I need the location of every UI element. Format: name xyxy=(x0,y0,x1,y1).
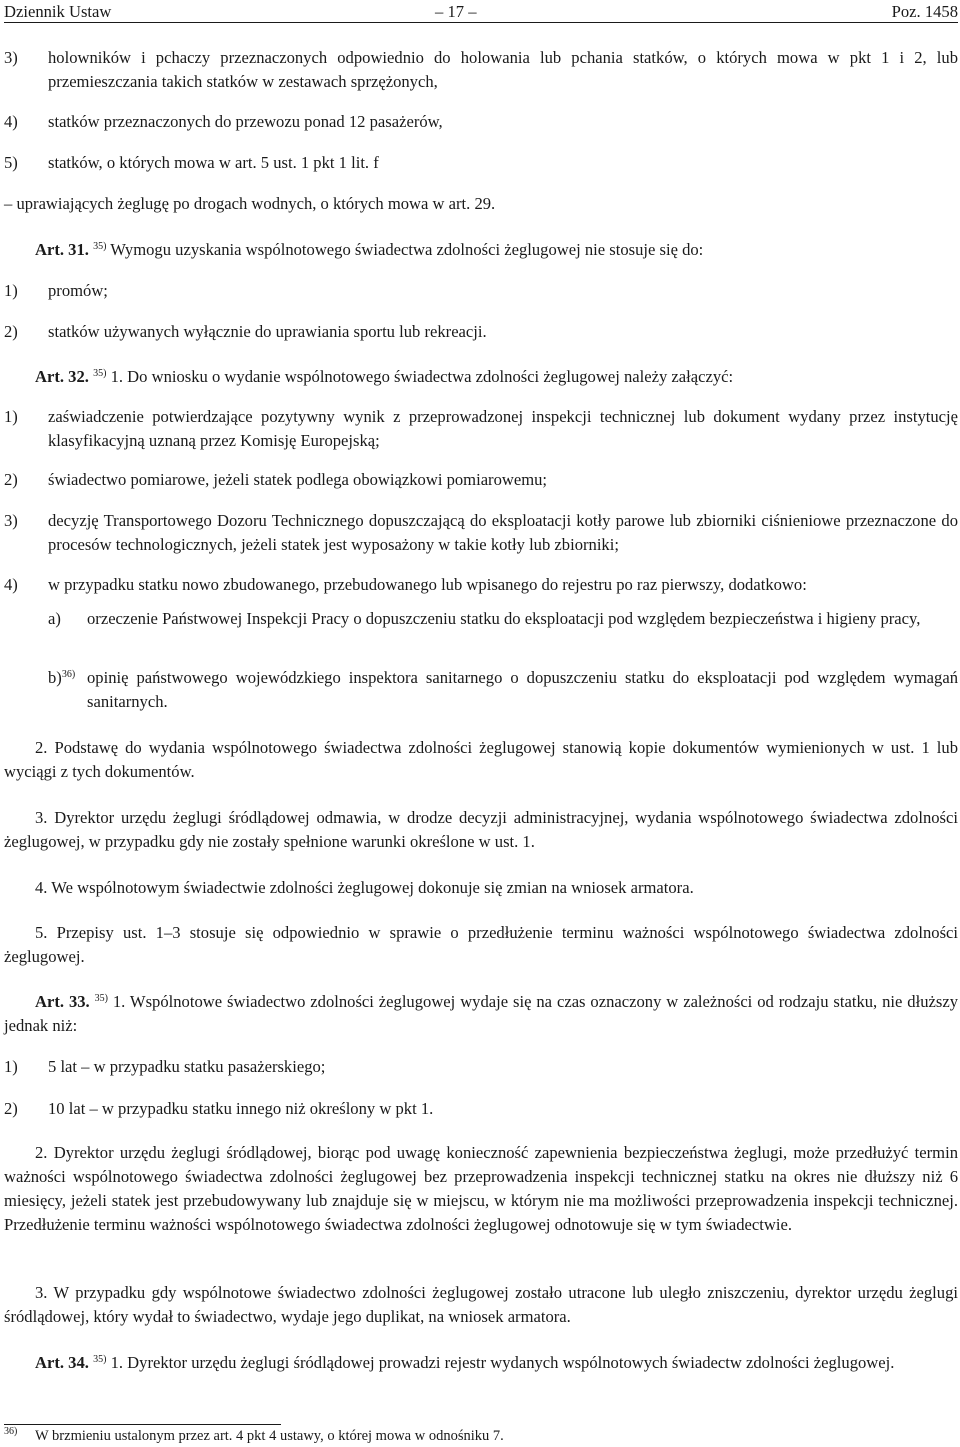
list-item: 1) promów; xyxy=(4,281,108,300)
footnote-text: W brzmieniu ustalonym przez art. 4 pkt 4 ustawy, o której mowa w odnośniku 7. xyxy=(35,1428,504,1444)
position-number: Poz. 1458 xyxy=(891,2,958,21)
list-item: 1) zaświadczenie potwierdzające pozytywny wynik z przeprowadzonej inspekcji technicznej lub dokument wydany przez instytucję klasyfikacyjną uznaną przez Komisję Europejską; xyxy=(4,407,958,450)
list-item: 5) statków, o których mowa w art. 5 ust. 1 pkt 1 lit. f xyxy=(4,153,379,172)
list-item: 3) holowników i pchaczy przeznaczonych odpowiednio do holowania lub pchania statków, o których mowa w pkt 1 i 2, lub przemieszczania takich statków w zestawach sprzężonych, xyxy=(4,48,958,91)
list-item: 2) statków używanych wyłącznie do uprawiania sportu lub rekreacji. xyxy=(4,322,487,341)
list-item: 4) statków przeznaczonych do przewozu ponad 12 pasażerów, xyxy=(4,112,443,131)
footnote-marker: 36) xyxy=(4,1426,18,1437)
page-header xyxy=(4,0,958,24)
paragraph: 3. Dyrektor urzędu żeglugi śródlądowej odmawia, w drodze decyzji administracyjnej, wydania wspólnotowego świadectwa zdolności żeglugowej, w przypadku gdy nie zostały spełnione warunki określone w ust. 1. xyxy=(4,808,958,851)
page-number: – 17 – xyxy=(435,2,477,21)
paragraph: 4. We wspólnotowym świadectwie zdolności żeglugowej dokonuje się zmian na wniosek armatora. xyxy=(35,878,694,897)
article-34-intro: Art. 34. $^{35)}$ 1. Dyrektor urzędu żeglugi śródlądowej prowadzi rejestr wydanych wspólnotowych świadectw zdolności żeglugowej. xyxy=(35,1353,895,1372)
article-33-intro: Art. 33. $^{35)}$ 1. Wspólnotowe świadectwo zdolności żeglugowej wydaje się na czas oznaczony w zależności od rodzaju statku, nie dłuższy jednak niż: xyxy=(4,992,958,1035)
footnote xyxy=(4,1426,958,1446)
list-item: 1) 5 lat – w przypadku statku pasażerskiego; xyxy=(4,1057,326,1076)
footnote-rule xyxy=(4,1424,281,1425)
paragraph: 2. Podstawę do wydania wspólnotowego świadectwa zdolności żeglugowej stanowią kopie dokumentów wymienionych w ust. 1 lub wyciągi z tych dokumentów. xyxy=(4,738,958,781)
closing-line: – uprawiających żeglugę po drogach wodnych, o których mowa w art. 29. xyxy=(4,194,496,213)
paragraph: 3. W przypadku gdy wspólnotowe świadectwo zdolności żeglugowej zostało utracone lub uległo zniszczeniu, dyrektor urzędu żeglugi śródlądowej, który wydał to świadectwo, wydaje jego duplikat, na wniosek armatora. xyxy=(4,1283,958,1326)
sub-list-item: b)$^{36)}$ opinię państwowego wojewódzkiego inspektora sanitarnego o dopuszczeniu statku do eksploatacji pod względem wymagań sanitarnych. xyxy=(48,668,958,711)
list-item: 3) decyzję Transportowego Dozoru Technicznego dopuszczającą do eksploatacji kotły parowe lub zbiorniki ciśnieniowe przeznaczone do procesów technologicznych, jeżeli statek jest wyposażony w takie kotły lub zbiorniki; xyxy=(4,511,958,554)
article-31-intro: Art. 31. $^{35)}$ Wymogu uzyskania wspólnotowego świadectwa zdolności żeglugowej nie stosuje się do: xyxy=(35,240,704,259)
list-item: 2) 10 lat – w przypadku statku innego niż określony w pkt 1. xyxy=(4,1099,434,1118)
article-32-intro: Art. 32. $^{35)}$ 1. Do wniosku o wydanie wspólnotowego świadectwa zdolności żeglugowej należy załączyć: xyxy=(35,367,734,386)
header-rule xyxy=(4,22,958,23)
list-item: 4) w przypadku statku nowo zbudowanego, przebudowanego lub wpisanego do rejestru po raz pierwszy, dodatkowo: xyxy=(4,575,807,594)
list-item: 2) świadectwo pomiarowe, jeżeli statek podlega obowiązkowi pomiarowemu; xyxy=(4,470,548,489)
journal-title: Dziennik Ustaw xyxy=(4,2,112,21)
sub-list-item: a) orzeczenie Państwowej Inspekcji Pracy o dopuszczeniu statku do eksploatacji pod względem bezpieczeństwa i higieny pracy, xyxy=(48,609,921,628)
paragraph: 5. Przepisy ust. 1–3 stosuje się odpowiednio w sprawie o przedłużenie terminu ważności wspólnotowego świadectwa zdolności żeglugowej. xyxy=(4,923,958,966)
paragraph: 2. Dyrektor urzędu żeglugi śródlądowej, biorąc pod uwagę konieczność zapewnienia bezpieczeństwa żeglugi, może przedłużyć termin ważności wspólnotowego świadectwa zdolności żeglugowej bez przeprowadzenia inspekcji technicznej statku na okres nie dłuższy niż 6 miesięcy, jeżeli statek jest przebudowywany lub znajduje się w miejscu, w którym nie ma możliwości przeprowadzenia inspekcji technicznej. Przedłużenie terminu ważności wspólnotowego świadectwa zdolności żeglugowej odnotowuje się w tym świadectwie. xyxy=(4,1143,958,1234)
